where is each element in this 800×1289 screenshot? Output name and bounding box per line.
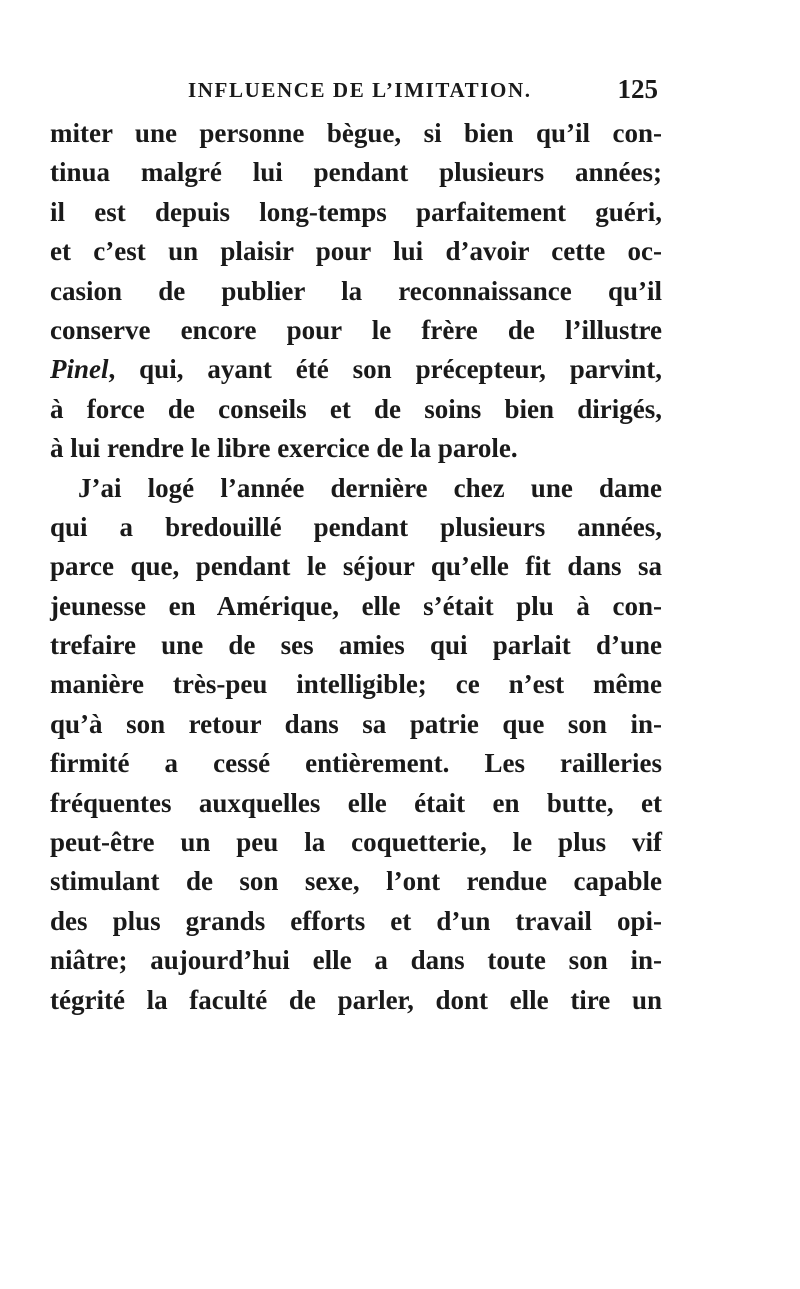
running-head bbox=[188, 74, 658, 114]
text-line: qui a bredouillé pendant plusieurs années, bbox=[50, 511, 662, 542]
text-line: trefaire une de ses amies qui parlait d’une bbox=[50, 630, 662, 661]
text-line: niâtre; aujourd’hui elle a dans toute son in- bbox=[50, 945, 662, 976]
text-line: firmité a cessé entièrement. Les railleries bbox=[50, 748, 662, 779]
text-line: à lui rendre le libre exercice de la parole. bbox=[50, 433, 518, 464]
text-line: manière très-peu intelligible; ce n’est même bbox=[50, 669, 662, 700]
text-line: qu’à son retour dans sa patrie que son in- bbox=[50, 708, 662, 739]
text-line: tinua malgré lui pendant plusieurs années; bbox=[50, 157, 662, 188]
text-line: parce que, pendant le séjour qu’elle fit dans sa bbox=[50, 551, 662, 582]
text-line: et c’est un plaisir pour lui d’avoir cette oc- bbox=[50, 236, 662, 267]
text-line: Pinel, qui, ayant été son précepteur, parvint, bbox=[50, 354, 662, 385]
text-line: J’ai logé l’année dernière chez une dame bbox=[78, 472, 662, 503]
text-line: il est depuis long-temps parfaitement guéri, bbox=[50, 196, 662, 227]
running-title: INFLUENCE DE L’IMITATION. bbox=[188, 78, 532, 102]
text-line: à force de conseils et de soins bien dirigés, bbox=[50, 393, 662, 424]
text-line: jeunesse en Amérique, elle s’était plu à con- bbox=[50, 590, 662, 621]
text-line: miter une personne bègue, si bien qu’il con- bbox=[50, 118, 662, 148]
text-line: conserve encore pour le frère de l’illustre bbox=[50, 314, 662, 345]
body-text bbox=[50, 114, 662, 1020]
text-line: des plus grands efforts et d’un travail opi- bbox=[50, 905, 662, 936]
text-line: tégrité la faculté de parler, dont elle tire un bbox=[50, 984, 662, 1015]
page-number: 125 bbox=[617, 74, 658, 104]
text-line: stimulant de son sexe, l’ont rendue capable bbox=[50, 866, 662, 897]
text-line: peut-être un peu la coquetterie, le plus vif bbox=[50, 827, 662, 858]
text-line: casion de publier la reconnaissance qu’il bbox=[50, 275, 662, 306]
text-line: fréquentes auxquelles elle était en butte, et bbox=[50, 787, 662, 818]
italic-name: Pinel bbox=[50, 354, 109, 385]
